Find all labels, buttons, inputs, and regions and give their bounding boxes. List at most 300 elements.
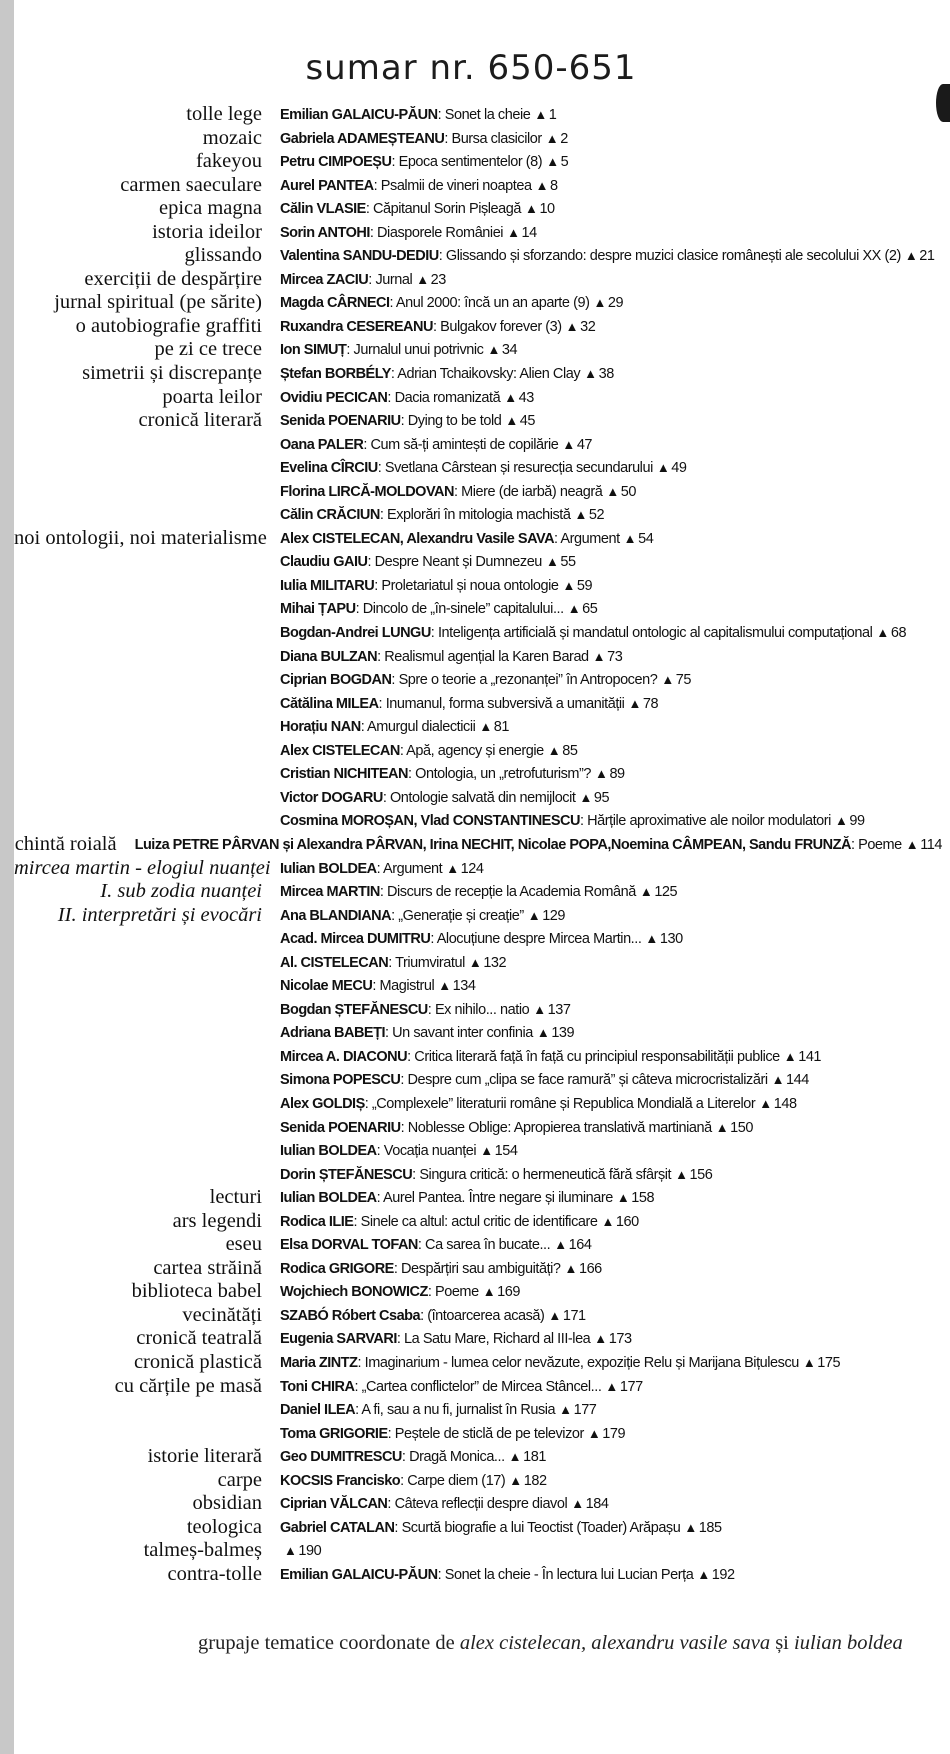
section-label: glissando (184, 244, 262, 267)
toc-entry (280, 456, 942, 480)
entry-author: Cosmina MOROȘAN, Vlad CONSTANTINESCU (280, 813, 580, 830)
toc-row (14, 1304, 942, 1328)
toc-entry (280, 739, 942, 763)
toc-entry (280, 103, 942, 127)
toc-entry (280, 857, 942, 881)
toc-row (14, 315, 942, 339)
entry-author: Florina LIRCĂ-MOLDOVAN (280, 483, 454, 500)
entry-title: : Bursa clasicilor (444, 130, 542, 147)
toc-row (14, 174, 942, 198)
entry-author: Senida POENARIU (280, 1119, 401, 1136)
entry-author: Claudiu GAIU (280, 554, 368, 571)
entry-page-number: 2 (560, 130, 568, 147)
toc-entry (280, 1139, 942, 1163)
toc-row (14, 1539, 942, 1563)
section-label: poarta leilor (162, 385, 262, 408)
toc-row (14, 150, 942, 174)
black-triangle-icon: ▲ (802, 1354, 816, 1370)
toc-row (14, 1280, 942, 1304)
section-label: cronică literară (138, 409, 262, 432)
toc-row (14, 1351, 942, 1375)
toc-entry (280, 550, 942, 574)
black-triangle-icon: ▲ (656, 460, 670, 476)
entry-page-number: 125 (654, 884, 678, 901)
entry-title: : Glissando și sforzando: despre muzici clasice românești ale secolului XX (2) (438, 248, 901, 265)
entry-title: : Imaginarium - lumea celor nevăzute, expoziție Relu și Marijana Bițulescu (357, 1354, 799, 1371)
entry-page-number: 8 (549, 177, 558, 194)
toc-entry (280, 1021, 942, 1045)
black-triangle-icon: ▲ (546, 154, 559, 170)
black-triangle-icon: ▲ (468, 954, 482, 970)
toc-row (14, 1469, 942, 1493)
entry-author: Sorin ANTOHI (280, 224, 370, 241)
section-label (14, 621, 280, 645)
black-triangle-icon: ▲ (645, 931, 658, 947)
toc-entry (280, 386, 942, 410)
toc-entry (280, 1045, 942, 1069)
toc-row (14, 550, 942, 574)
section-label (14, 1139, 280, 1163)
entry-author: Acad. Mircea DUMITRU (280, 931, 431, 948)
entry-author: Emilian GALAICU-PĂUN (280, 107, 438, 123)
black-triangle-icon: ▲ (661, 672, 674, 688)
black-triangle-icon: ▲ (904, 248, 918, 264)
entry-page-number: 49 (671, 460, 687, 477)
toc-entry (280, 527, 942, 551)
toc-row (14, 668, 942, 692)
black-triangle-icon: ▲ (684, 1519, 697, 1535)
toc-row (14, 1163, 942, 1187)
entry-author: Rodica ILIE (280, 1213, 354, 1230)
section-label: cronică plastică (133, 1350, 262, 1373)
section-label: cartea străină (153, 1256, 262, 1279)
entry-title: : Aurel Pantea. Între negare și iluminare (376, 1190, 613, 1207)
black-triangle-icon: ▲ (605, 1378, 618, 1394)
black-triangle-icon: ▲ (284, 1543, 297, 1559)
entry-page-number: 75 (675, 672, 691, 689)
entry-title: : Bulgakov forever (3) (432, 318, 562, 335)
entry-title: : Peștele de sticlă de pe televizor (387, 1425, 584, 1442)
entry-page-number: 59 (576, 577, 593, 594)
footer-connector: și (770, 1632, 795, 1654)
toc-entry (280, 645, 942, 669)
entry-title: : A fi, sau a nu fi, jurnalist în Rusia (355, 1402, 556, 1419)
black-triangle-icon: ▲ (446, 860, 459, 876)
entry-author: Iulian BOLDEA (280, 1190, 377, 1207)
toc-row (14, 692, 942, 716)
toc-entry (280, 904, 942, 928)
entry-author: Elsa DORVAL TOFAN (280, 1237, 418, 1254)
section-label: talmeș-balmeș (143, 1539, 262, 1562)
toc-entry (280, 1068, 942, 1092)
section-label (14, 456, 280, 480)
toc-row (14, 597, 942, 621)
toc-entry (280, 1422, 942, 1446)
section-label: simetrii și discrepanțe (82, 362, 262, 385)
entry-page-number: 192 (711, 1566, 735, 1583)
left-margin-band (0, 0, 14, 1754)
section-label (14, 998, 280, 1022)
entry-title: : Amurgul dialecticii (360, 719, 476, 736)
entry-title: : Câteva reflecții despre diavol (387, 1496, 568, 1513)
black-triangle-icon: ▲ (559, 1402, 572, 1418)
entry-page-number: 68 (890, 625, 907, 642)
section-label (14, 692, 280, 716)
entry-page-number: 54 (638, 530, 654, 547)
section-label (14, 645, 280, 669)
section-label: tolle lege (186, 103, 262, 125)
toc-row (14, 527, 942, 551)
entry-author: Mihai ȚAPU (280, 601, 356, 618)
toc-entry (280, 1304, 942, 1328)
entry-page-number: 137 (547, 1001, 571, 1018)
entry-page-number: 45 (519, 413, 535, 430)
entry-title: : Singura critică: o hermeneutică fără sfârșit (412, 1166, 672, 1183)
toc-row (14, 1516, 942, 1540)
toc-entry (280, 574, 942, 598)
section-label: ars legendi (172, 1209, 262, 1232)
entry-page-number: 89 (609, 766, 625, 783)
entry-title: : Miere (de iarbă) neagră (454, 483, 603, 500)
toc-row (14, 480, 942, 504)
black-triangle-icon: ▲ (715, 1119, 729, 1135)
entry-title: : Vocația nuanței (376, 1143, 477, 1160)
section-label (14, 786, 280, 810)
black-triangle-icon: ▲ (593, 295, 606, 311)
footer-note (198, 1632, 903, 1655)
black-triangle-icon: ▲ (562, 436, 575, 452)
entry-title: : Dragă Monica... (401, 1449, 505, 1466)
entry-author: Evelina CÎRCIU (280, 460, 378, 477)
entry-page-number: 181 (523, 1449, 546, 1466)
section-label (14, 715, 280, 739)
toc-entry (280, 315, 942, 339)
entry-author: Alex CISTELECAN, Alexandru Vasile SAVA (280, 530, 555, 547)
entry-author: Maria ZINTZ (280, 1354, 358, 1371)
black-triangle-icon: ▲ (479, 719, 492, 735)
entry-page-number: 78 (642, 695, 659, 712)
black-triangle-icon: ▲ (628, 695, 641, 711)
black-triangle-icon: ▲ (564, 1260, 577, 1276)
section-label (14, 1068, 280, 1092)
toc-row (14, 1398, 942, 1422)
entry-author: Victor DOGARU (280, 789, 383, 806)
section-label: II. interpretări și evocări (57, 903, 262, 926)
entry-page-number: 139 (551, 1025, 575, 1042)
entry-author: Iulian BOLDEA (280, 1143, 377, 1160)
toc-entry (280, 362, 942, 386)
toc-row (14, 833, 942, 857)
footer-coordinator-last: iulian boldea (794, 1632, 903, 1654)
toc-row (14, 1139, 942, 1163)
toc-row (14, 409, 942, 433)
entry-author: Daniel ILEA (280, 1402, 356, 1419)
entry-page-number: 177 (573, 1402, 597, 1419)
entry-author: Al. CISTELECAN (280, 954, 389, 971)
black-triangle-icon: ▲ (675, 1166, 688, 1182)
black-triangle-icon: ▲ (527, 907, 541, 923)
toc-entry (280, 715, 942, 739)
toc-entry (280, 480, 942, 504)
toc-entry (280, 1563, 942, 1587)
toc-entry (280, 1492, 942, 1516)
entry-author: Ana BLANDIANA (280, 907, 392, 924)
entry-page-number: 130 (659, 931, 683, 948)
entry-author: Ruxandra CESEREANU (280, 318, 433, 335)
entry-author: Nicolae MECU (280, 978, 373, 995)
black-triangle-icon: ▲ (834, 813, 848, 829)
entry-title: : Inumanul, forma subversivă a umanității (378, 695, 625, 712)
section-label (14, 951, 280, 975)
section-label: o autobiografie graffiti (75, 314, 262, 337)
entry-title: : Critica literară față în față cu principiul responsabilității publice (407, 1048, 780, 1065)
section-label: mircea martin - elogiul nuanței (14, 856, 271, 879)
toc-row (14, 786, 942, 810)
black-triangle-icon: ▲ (606, 483, 619, 499)
toc-entry (280, 1210, 942, 1234)
black-triangle-icon: ▲ (592, 648, 606, 664)
section-label (14, 574, 280, 598)
entry-title: : Anul 2000: încă un an aparte (9) (389, 295, 590, 312)
black-triangle-icon: ▲ (505, 413, 518, 429)
section-label (14, 1422, 280, 1446)
entry-author: Ovidiu PECICAN (280, 389, 388, 406)
entry-page-number: 32 (580, 318, 596, 335)
entry-author: KOCSIS Francisko (280, 1472, 401, 1489)
entry-title: : Dying to be told (400, 413, 502, 430)
entry-title: : Sonet la cheie (437, 107, 531, 123)
black-triangle-icon: ▲ (697, 1566, 710, 1582)
entry-page-number: 166 (578, 1260, 602, 1277)
entry-title: : „Complexele” literaturii române și Republica Mondială a Literelor (364, 1095, 756, 1112)
toc-row (14, 1233, 942, 1257)
black-triangle-icon: ▲ (565, 318, 579, 334)
section-label (14, 1116, 280, 1140)
section-label: istorie literară (147, 1445, 262, 1468)
toc-entry (280, 1327, 942, 1351)
section-label (14, 597, 280, 621)
black-triangle-icon: ▲ (416, 271, 429, 287)
entry-title: : Despărțiri sau ambiguități? (393, 1260, 561, 1277)
entry-page-number: 55 (560, 554, 576, 571)
entry-author: Magda CÂRNECI (280, 295, 390, 312)
entry-title: : Sonet la cheie - În lectura lui Lucian Perța (437, 1566, 694, 1583)
toc-row (14, 645, 942, 669)
toc-entry (280, 809, 942, 833)
entry-page-number: 81 (493, 719, 510, 736)
toc-entry (280, 1092, 942, 1116)
toc-entry (280, 786, 942, 810)
entry-page-number: 158 (631, 1190, 655, 1207)
entry-page-number: 184 (585, 1496, 609, 1513)
entry-title: : Hărțile aproximative ale noilor modulatori (579, 813, 831, 830)
entry-title: : Ex nihilo... natio (427, 1001, 530, 1018)
table-of-contents (14, 103, 942, 1586)
black-triangle-icon: ▲ (574, 507, 587, 523)
entry-title: : Epoca sentimentelor (8) (391, 154, 543, 171)
toc-entry (280, 174, 942, 198)
entry-title: : Psalmii de vineri noaptea (373, 177, 532, 194)
toc-row (14, 1186, 942, 1210)
toc-entry (280, 880, 942, 904)
entry-title: : Spre o teorie a „rezonanței” în Antropocen? (391, 672, 658, 689)
toc-row (14, 103, 942, 127)
section-label: cronică teatrală (136, 1327, 262, 1350)
entry-author: Toma GRIGORIE (280, 1425, 388, 1442)
black-triangle-icon: ▲ (548, 1307, 561, 1323)
entry-author: Mircea ZACIU (280, 271, 369, 288)
entry-author: Gabriel CATALAN (280, 1519, 395, 1536)
entry-title: : Căpitanul Sorin Pișleagă (365, 201, 522, 218)
entry-title: : Diasporele României (369, 224, 504, 241)
toc-row (14, 1092, 942, 1116)
black-triangle-icon: ▲ (579, 789, 592, 805)
entry-title: : Un savant inter confinia (385, 1025, 533, 1042)
toc-row (14, 998, 942, 1022)
black-triangle-icon: ▲ (482, 1284, 496, 1300)
section-label (14, 974, 280, 998)
toc-entry (280, 1163, 942, 1187)
toc-entry (280, 1280, 942, 1304)
entry-title: : Argument (554, 530, 620, 547)
toc-row (14, 762, 942, 786)
section-label (14, 1163, 280, 1187)
black-triangle-icon: ▲ (480, 1143, 493, 1159)
page-title: sumar nr. 650-651 (305, 48, 637, 88)
black-triangle-icon: ▲ (876, 625, 889, 641)
black-triangle-icon: ▲ (594, 1331, 607, 1347)
entry-page-number: 73 (607, 648, 623, 665)
entry-author: Ciprian VĂLCAN (280, 1496, 388, 1513)
entry-page-number: 182 (523, 1472, 547, 1489)
section-label: chintă roială (14, 832, 117, 855)
entry-author: Cătălina MILEA (280, 695, 379, 712)
entry-page-number: 29 (607, 295, 624, 312)
entry-author: Valentina SANDU-DEDIU (280, 248, 439, 265)
entry-author: Iulia MILITARU (280, 577, 375, 594)
toc-row (14, 621, 942, 645)
entry-title: : (întoarcerea acasă) (420, 1307, 545, 1324)
toc-row (14, 974, 942, 998)
toc-entry (280, 974, 942, 998)
entry-page-number: 141 (798, 1048, 822, 1065)
entry-author: Cristian NICHITEAN (280, 766, 408, 783)
entry-title: : Realismul agențial la Karen Barad (377, 648, 589, 665)
entry-title: : Noblesse Oblige: Apropierea translativă martiniană (400, 1119, 712, 1136)
entry-page-number: 132 (483, 954, 507, 971)
entry-page-number: 177 (619, 1378, 643, 1395)
black-triangle-icon: ▲ (504, 389, 517, 405)
black-triangle-icon: ▲ (771, 1072, 785, 1088)
black-triangle-icon: ▲ (525, 201, 538, 217)
section-label (14, 503, 280, 527)
entry-author: Toni CHIRA (280, 1378, 355, 1395)
toc-row (14, 1445, 942, 1469)
toc-entry (280, 1398, 942, 1422)
section-label: jurnal spiritual (pe sărite) (54, 291, 262, 314)
entry-title: : Dincolo de „în-sinele” capitalului... (355, 601, 564, 618)
toc-entry (280, 244, 942, 268)
entry-title: : „Generație și creație” (391, 907, 524, 924)
entry-title: : Jurnalul unui potrivnic (346, 342, 484, 359)
toc-entry (280, 1186, 942, 1210)
footer-prefix: grupaje tematice coordonate de (198, 1632, 460, 1654)
entry-author: SZABÓ Róbert Csaba (280, 1307, 421, 1324)
toc-row (14, 574, 942, 598)
toc-entry (280, 1469, 942, 1493)
entry-title: : Inteligența artificială și mandatul ontologic al capitalismului computațional (430, 625, 873, 642)
toc-row (14, 456, 942, 480)
section-label: exerciții de despărțire (84, 267, 262, 290)
black-triangle-icon: ▲ (905, 836, 919, 852)
toc-row (14, 927, 942, 951)
toc-entry (135, 833, 942, 857)
toc-entry (280, 1233, 942, 1257)
toc-entry (280, 503, 942, 527)
toc-row (14, 291, 942, 315)
black-triangle-icon: ▲ (759, 1095, 772, 1111)
entry-title: : „Cartea conflictelor” de Mircea Stâncel... (354, 1378, 602, 1395)
entry-author: Iulian BOLDEA (280, 860, 377, 877)
entry-page-number: 179 (602, 1425, 626, 1442)
entry-author: Eugenia SARVARI (280, 1331, 397, 1348)
entry-page-number: 171 (562, 1307, 586, 1324)
toc-row (14, 244, 942, 268)
entry-page-number: 114 (920, 836, 942, 853)
entry-title: : Magistrul (372, 978, 435, 995)
entry-title: : Alocuțiune despre Mircea Martin... (430, 931, 642, 948)
section-label (14, 1398, 280, 1422)
black-triangle-icon: ▲ (571, 1496, 584, 1512)
entry-page-number: 148 (773, 1095, 797, 1112)
entry-author: Emilian GALAICU-PĂUN (280, 1566, 438, 1583)
entry-title: : Explorări în mitologia machistă (379, 507, 571, 524)
black-triangle-icon: ▲ (507, 224, 520, 240)
toc-entry (280, 409, 942, 433)
section-label: fakeyou (195, 150, 262, 173)
section-label (14, 480, 280, 504)
black-triangle-icon: ▲ (554, 1237, 567, 1253)
toc-row (14, 503, 942, 527)
toc-row (14, 338, 942, 362)
black-triangle-icon: ▲ (584, 366, 597, 382)
toc-row (14, 127, 942, 151)
entry-page-number: 85 (562, 742, 578, 759)
entry-page-number: 34 (501, 342, 518, 359)
entry-page-number: 23 (430, 271, 446, 288)
entry-title: : Adrian Tchaikovsky: Alien Clay (390, 366, 581, 383)
entry-author: Oana PALER (280, 436, 364, 453)
toc-row (14, 904, 942, 928)
entry-title: : Despre cum „clipa se face ramură” și câteva microcristalizări (400, 1072, 768, 1089)
section-label (14, 1092, 280, 1116)
toc-row (14, 1327, 942, 1351)
entry-page-number: 150 (730, 1119, 753, 1136)
section-label (14, 433, 280, 457)
toc-row (14, 197, 942, 221)
entry-page-number: 173 (608, 1331, 632, 1348)
section-label: istoria ideilor (152, 220, 262, 243)
toc-entry (280, 998, 942, 1022)
toc-row (14, 1563, 942, 1587)
toc-entry (280, 927, 942, 951)
entry-author: Bogdan ȘTEFĂNESCU (280, 1001, 428, 1018)
toc-entry (280, 668, 942, 692)
toc-entry (280, 597, 942, 621)
entry-title: : Svetlana Cârstean și resurecția secundarului (377, 460, 653, 477)
entry-page-number: 1 (548, 107, 557, 123)
black-triangle-icon: ▲ (508, 1449, 522, 1465)
